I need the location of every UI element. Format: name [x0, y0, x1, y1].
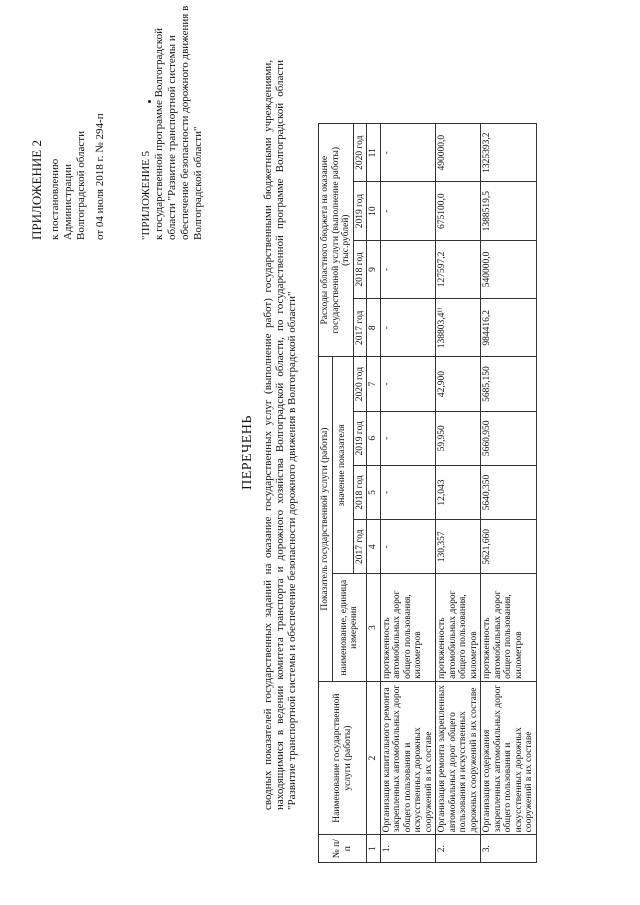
- col-header-year: 2019 год: [353, 411, 367, 465]
- expense-value: 1388519,5: [481, 182, 537, 240]
- page-subtitle: сводных показателей государственных заданий на оказание государственных услуг (выполнение работ) государственными бюджетными учреждениями, находящимися в ведении комитета транспорта и дорожного хозяйства Волгоградской области, по государственной программе Волгоградской области "Развитие транспортной системы и обеспечение безопасности дорожного движения в Волгоградской области": [262, 60, 298, 810]
- indicator-value: -: [380, 465, 436, 519]
- expense-value: -: [380, 124, 436, 182]
- appendix5-header: [140, 5, 205, 240]
- indicator-unit: протяженность автомобильных дорог общего пользования, километров: [481, 574, 537, 681]
- col-header-year: 2018 год: [353, 465, 367, 519]
- col-header-num: № п/п: [319, 835, 367, 863]
- expense-value: -: [380, 299, 436, 357]
- indicator-value: -: [380, 520, 436, 574]
- indicator-value: -: [380, 357, 436, 411]
- col-header-expenses: Расходы областного бюджета на оказание государственной услуги (выполнение работы) (тыс.рублей): [319, 124, 354, 357]
- indicator-value: 12,043: [436, 465, 481, 519]
- indicator-value: 130,357: [436, 520, 481, 574]
- column-index: 10: [367, 182, 381, 240]
- col-header-year: 2017 год: [353, 520, 367, 574]
- column-index: 7: [367, 357, 381, 411]
- expense-value: 540000,0: [481, 240, 537, 298]
- column-index: 4: [367, 520, 381, 574]
- expense-value: 984416,2: [481, 299, 537, 357]
- col-header-year: 2019 год: [353, 182, 367, 240]
- header-line-1: к постановлению: [49, 158, 61, 240]
- appendix-title: ПРИЛОЖЕНИЕ 2: [29, 140, 44, 240]
- col-header-year: 2020 год: [353, 124, 367, 182]
- column-index: 1: [367, 835, 381, 863]
- column-index-row: [367, 124, 381, 863]
- service-name: Организация содержания закрепленных автомобильных дорог общего пользования и искусственных дорожных сооружений в их составе: [481, 681, 537, 835]
- column-index: 11: [367, 124, 381, 182]
- col-header-name: Наименование государственной услуги (работы): [319, 681, 367, 835]
- indicator-unit: протяженность автомобильных дорог общего пользования, километров: [380, 574, 436, 681]
- indicator-unit: протяженность автомобильных дорог общего пользования, километров: [436, 574, 481, 681]
- column-index: 6: [367, 411, 381, 465]
- column-index: 2: [367, 681, 381, 835]
- header-line-2: Администрации: [62, 163, 74, 240]
- appendix5-title: "ПРИЛОЖЕНИЕ 5: [140, 150, 152, 240]
- appendix-header: [30, 10, 107, 240]
- col-header-year: 2020 год: [353, 357, 367, 411]
- indicator-value: 42,900: [436, 357, 481, 411]
- row-number: 2.: [436, 835, 481, 863]
- col-header-year: 2017 год: [353, 299, 367, 357]
- indicator-value: 5685,150: [481, 357, 537, 411]
- col-header-year: 2018 год: [353, 240, 367, 298]
- indicators-table: [318, 123, 537, 863]
- expense-value: 675100,0: [436, 182, 481, 240]
- header-date-line: от 04 июля 2018 г. № 294-п: [94, 113, 106, 240]
- table-row: [436, 124, 481, 863]
- table-row: [481, 124, 537, 863]
- expense-value: 127597,2: [436, 240, 481, 298]
- expense-value: 490000,0: [436, 124, 481, 182]
- row-number: 3.: [481, 835, 537, 863]
- column-index: 8: [367, 299, 381, 357]
- indicator-value: 5660,950: [481, 411, 537, 465]
- service-name: Организация капитального ремонта закрепленных автомобильных дорог общего пользования и искусственных дорожных сооружений в их составе: [380, 681, 436, 835]
- page-title: ПЕРЕЧЕНЬ: [240, 415, 255, 490]
- col-header-values: значение показателя: [332, 357, 353, 574]
- indicator-value: 5640,350: [481, 465, 537, 519]
- column-index: 3: [367, 574, 381, 681]
- row-number: 1.: [380, 835, 436, 863]
- col-header-indicator: Показатель государственной услуги (работы): [319, 357, 333, 681]
- indicator-value: 5621,660: [481, 520, 537, 574]
- expense-value: -: [380, 240, 436, 298]
- indicator-value: -: [380, 411, 436, 465]
- indicator-value: 59,950: [436, 411, 481, 465]
- table-row: [380, 124, 436, 863]
- appendix5-text: к государственной программе Волгоградской области "Развитие транспортной системы и обеспечение безопасности дорожного движения в Волгоградской области": [153, 5, 204, 240]
- header-line-3: Волгоградской области: [75, 131, 87, 240]
- expense-value: -: [380, 182, 436, 240]
- col-header-unit: наименование, единица измерения: [332, 574, 367, 681]
- column-index: 5: [367, 465, 381, 519]
- service-name: Организация ремонта закрепленных автомобильных дорог общего пользования и искусственных дорожных сооружений в их составе: [436, 681, 481, 835]
- expense-value: 138803,4¹⁾: [436, 299, 481, 357]
- column-index: 9: [367, 240, 381, 298]
- expense-value: 1325393,2: [481, 124, 537, 182]
